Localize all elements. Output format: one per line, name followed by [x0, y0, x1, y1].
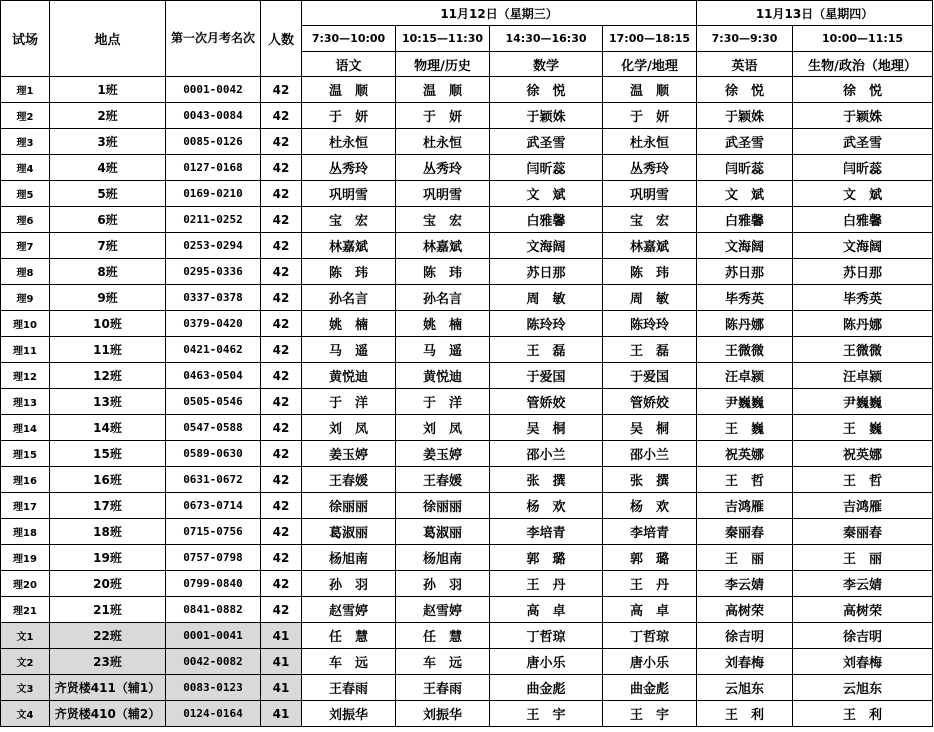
place-cell: 13班	[50, 389, 166, 415]
place-cell: 5班	[50, 181, 166, 207]
count-cell: 42	[261, 181, 302, 207]
proctor-cell: 陈丹娜	[793, 311, 933, 337]
table-row	[1, 545, 933, 571]
header-rank: 第一次月考名次	[166, 1, 261, 77]
proctor-cell: 孙名言	[302, 285, 396, 311]
place-cell: 1班	[50, 77, 166, 103]
proctor-cell: 车 远	[302, 649, 396, 675]
count-cell: 42	[261, 441, 302, 467]
proctor-cell: 宝 宏	[302, 207, 396, 233]
proctor-cell: 杨旭南	[302, 545, 396, 571]
proctor-cell: 林嘉斌	[396, 233, 490, 259]
count-cell: 42	[261, 77, 302, 103]
proctor-cell: 王 利	[793, 701, 933, 727]
room-cell: 文1	[1, 623, 50, 649]
subject-label: 物理/历史	[396, 52, 490, 77]
room-cell: 理7	[1, 233, 50, 259]
proctor-cell: 巩明雪	[302, 181, 396, 207]
proctor-cell: 吉鸿雁	[793, 493, 933, 519]
proctor-cell: 于 妍	[302, 103, 396, 129]
proctor-cell: 姚 楠	[396, 311, 490, 337]
proctor-cell: 于 妍	[603, 103, 697, 129]
proctor-cell: 陈玲玲	[603, 311, 697, 337]
proctor-cell: 唐小乐	[490, 649, 603, 675]
proctor-cell: 张 撰	[603, 467, 697, 493]
table-row	[1, 415, 933, 441]
table-row	[1, 337, 933, 363]
proctor-cell: 高 卓	[603, 597, 697, 623]
proctor-cell: 丁哲琼	[603, 623, 697, 649]
place-cell: 14班	[50, 415, 166, 441]
proctor-cell: 刘 凤	[302, 415, 396, 441]
count-cell: 41	[261, 675, 302, 701]
proctor-cell: 王 磊	[490, 337, 603, 363]
proctor-cell: 宝 宏	[396, 207, 490, 233]
proctor-cell: 陈 玮	[302, 259, 396, 285]
proctor-cell: 闫昕蕊	[793, 155, 933, 181]
time-slot: 17:00—18:15	[603, 26, 697, 52]
time-slot: 7:30—10:00	[302, 26, 396, 52]
proctor-cell: 唐小乐	[603, 649, 697, 675]
place-cell: 2班	[50, 103, 166, 129]
rank-cell: 0085-0126	[166, 129, 261, 155]
proctor-cell: 杜永恒	[396, 129, 490, 155]
proctor-cell: 王 丹	[490, 571, 603, 597]
table-row	[1, 493, 933, 519]
room-cell: 理10	[1, 311, 50, 337]
count-cell: 42	[261, 363, 302, 389]
rank-cell: 0421-0462	[166, 337, 261, 363]
proctor-cell: 于颖姝	[490, 103, 603, 129]
proctor-cell: 温 顺	[302, 77, 396, 103]
proctor-cell: 王 巍	[793, 415, 933, 441]
rank-cell: 0124-0164	[166, 701, 261, 727]
room-cell: 文4	[1, 701, 50, 727]
room-cell: 理4	[1, 155, 50, 181]
rank-cell: 0169-0210	[166, 181, 261, 207]
count-cell: 42	[261, 467, 302, 493]
place-cell: 23班	[50, 649, 166, 675]
count-cell: 42	[261, 545, 302, 571]
place-cell: 齐贤楼411（辅1）	[50, 675, 166, 701]
proctor-cell: 车 远	[396, 649, 490, 675]
proctor-cell: 杨 欢	[603, 493, 697, 519]
header-room: 试场	[1, 1, 50, 77]
proctor-cell: 苏日那	[490, 259, 603, 285]
place-cell: 20班	[50, 571, 166, 597]
proctor-cell: 周 敏	[603, 285, 697, 311]
proctor-cell: 王春媛	[396, 467, 490, 493]
proctor-cell: 刘振华	[302, 701, 396, 727]
table-row	[1, 311, 933, 337]
proctor-cell: 刘春梅	[697, 649, 793, 675]
place-cell: 8班	[50, 259, 166, 285]
proctor-cell: 姜玉婷	[396, 441, 490, 467]
proctor-cell: 葛淑丽	[302, 519, 396, 545]
proctor-cell: 毕秀英	[793, 285, 933, 311]
proctor-cell: 云旭东	[793, 675, 933, 701]
room-cell: 理12	[1, 363, 50, 389]
proctor-cell: 杨旭南	[396, 545, 490, 571]
proctor-cell: 赵雪婷	[302, 597, 396, 623]
proctor-cell: 于 洋	[396, 389, 490, 415]
rank-cell: 0673-0714	[166, 493, 261, 519]
proctor-cell: 郭 璐	[490, 545, 603, 571]
proctor-cell: 温 顺	[603, 77, 697, 103]
proctor-cell: 郭 璐	[603, 545, 697, 571]
room-cell: 理15	[1, 441, 50, 467]
count-cell: 42	[261, 415, 302, 441]
subject-label: 英语	[697, 52, 793, 77]
proctor-cell: 吴 桐	[603, 415, 697, 441]
table-row	[1, 519, 933, 545]
place-cell: 10班	[50, 311, 166, 337]
proctor-cell: 徐丽丽	[396, 493, 490, 519]
proctor-cell: 王春雨	[302, 675, 396, 701]
count-cell: 42	[261, 311, 302, 337]
proctor-cell: 徐 悦	[793, 77, 933, 103]
header-place: 地点	[50, 1, 166, 77]
rank-cell: 0211-0252	[166, 207, 261, 233]
count-cell: 42	[261, 597, 302, 623]
count-cell: 42	[261, 337, 302, 363]
rank-cell: 0042-0082	[166, 649, 261, 675]
place-cell: 齐贤楼410（辅2）	[50, 701, 166, 727]
proctor-cell: 祝英娜	[697, 441, 793, 467]
rank-cell: 0083-0123	[166, 675, 261, 701]
table-row	[1, 571, 933, 597]
proctor-cell: 高树荣	[697, 597, 793, 623]
proctor-cell: 文海阔	[793, 233, 933, 259]
place-cell: 3班	[50, 129, 166, 155]
proctor-cell: 文海阔	[490, 233, 603, 259]
proctor-cell: 李培青	[603, 519, 697, 545]
count-cell: 42	[261, 259, 302, 285]
rank-cell: 0841-0882	[166, 597, 261, 623]
proctor-cell: 马 遥	[302, 337, 396, 363]
rank-cell: 0253-0294	[166, 233, 261, 259]
proctor-cell: 宝 宏	[603, 207, 697, 233]
room-cell: 理2	[1, 103, 50, 129]
proctor-cell: 李培青	[490, 519, 603, 545]
count-cell: 42	[261, 389, 302, 415]
rank-cell: 0001-0041	[166, 623, 261, 649]
proctor-cell: 王微微	[697, 337, 793, 363]
proctor-cell: 林嘉斌	[302, 233, 396, 259]
proctor-cell: 林嘉斌	[603, 233, 697, 259]
proctor-cell: 武圣雪	[490, 129, 603, 155]
place-cell: 7班	[50, 233, 166, 259]
room-cell: 理19	[1, 545, 50, 571]
place-cell: 19班	[50, 545, 166, 571]
room-cell: 文3	[1, 675, 50, 701]
proctor-cell: 孙名言	[396, 285, 490, 311]
proctor-cell: 毕秀英	[697, 285, 793, 311]
proctor-cell: 文 斌	[490, 181, 603, 207]
count-cell: 42	[261, 103, 302, 129]
rank-cell: 0379-0420	[166, 311, 261, 337]
proctor-cell: 孙 羽	[302, 571, 396, 597]
count-cell: 42	[261, 285, 302, 311]
time-slot: 14:30—16:30	[490, 26, 603, 52]
table-row	[1, 597, 933, 623]
proctor-cell: 武圣雪	[697, 129, 793, 155]
subject-label: 语文	[302, 52, 396, 77]
subject-label: 数学	[490, 52, 603, 77]
place-cell: 12班	[50, 363, 166, 389]
proctor-cell: 白雅馨	[793, 207, 933, 233]
proctor-cell: 赵雪婷	[396, 597, 490, 623]
room-cell: 理6	[1, 207, 50, 233]
proctor-cell: 徐丽丽	[302, 493, 396, 519]
time-slot: 7:30—9:30	[697, 26, 793, 52]
proctor-cell: 王 丹	[603, 571, 697, 597]
proctor-cell: 汪卓颍	[793, 363, 933, 389]
table-row	[1, 77, 933, 103]
proctor-cell: 张 撰	[490, 467, 603, 493]
proctor-cell: 巩明雪	[603, 181, 697, 207]
proctor-cell: 于 洋	[302, 389, 396, 415]
rank-cell: 0463-0504	[166, 363, 261, 389]
rank-cell: 0757-0798	[166, 545, 261, 571]
rank-cell: 0001-0042	[166, 77, 261, 103]
proctor-cell: 闫昕蕊	[490, 155, 603, 181]
header-day2: 11月13日（星期四）	[697, 1, 933, 26]
proctor-cell: 黄悦迪	[396, 363, 490, 389]
room-cell: 理3	[1, 129, 50, 155]
proctor-cell: 杜永恒	[603, 129, 697, 155]
proctor-cell: 周 敏	[490, 285, 603, 311]
proctor-cell: 刘春梅	[793, 649, 933, 675]
proctor-cell: 白雅馨	[490, 207, 603, 233]
proctor-cell: 陈 玮	[396, 259, 490, 285]
table-row	[1, 207, 933, 233]
table-row	[1, 363, 933, 389]
count-cell: 42	[261, 493, 302, 519]
place-cell: 4班	[50, 155, 166, 181]
proctor-cell: 秦丽春	[793, 519, 933, 545]
rank-cell: 0547-0588	[166, 415, 261, 441]
proctor-cell: 吴 桐	[490, 415, 603, 441]
proctor-cell: 白雅馨	[697, 207, 793, 233]
proctor-cell: 管娇姣	[603, 389, 697, 415]
subject-label: 化学/地理	[603, 52, 697, 77]
table-row	[1, 675, 933, 701]
proctor-cell: 马 遥	[396, 337, 490, 363]
proctor-cell: 徐 悦	[490, 77, 603, 103]
room-cell: 文2	[1, 649, 50, 675]
proctor-cell: 丁哲琼	[490, 623, 603, 649]
place-cell: 6班	[50, 207, 166, 233]
rank-cell: 0127-0168	[166, 155, 261, 181]
room-cell: 理20	[1, 571, 50, 597]
header-day1: 11月12日（星期三）	[302, 1, 697, 26]
proctor-cell: 陈玲玲	[490, 311, 603, 337]
room-cell: 理13	[1, 389, 50, 415]
proctor-cell: 尹巍巍	[793, 389, 933, 415]
room-cell: 理11	[1, 337, 50, 363]
proctor-cell: 姚 楠	[302, 311, 396, 337]
proctor-cell: 王 丽	[793, 545, 933, 571]
proctor-cell: 徐 悦	[697, 77, 793, 103]
table-row	[1, 389, 933, 415]
proctor-cell: 王 利	[697, 701, 793, 727]
time-slot: 10:15—11:30	[396, 26, 490, 52]
proctor-cell: 祝英娜	[793, 441, 933, 467]
proctor-cell: 王微微	[793, 337, 933, 363]
time-slot: 10:00—11:15	[793, 26, 933, 52]
room-cell: 理21	[1, 597, 50, 623]
proctor-cell: 黄悦迪	[302, 363, 396, 389]
rank-cell: 0631-0672	[166, 467, 261, 493]
proctor-cell: 丛秀玲	[302, 155, 396, 181]
place-cell: 15班	[50, 441, 166, 467]
rank-cell: 0799-0840	[166, 571, 261, 597]
proctor-cell: 姜玉婷	[302, 441, 396, 467]
rank-cell: 0505-0546	[166, 389, 261, 415]
table-row	[1, 285, 933, 311]
proctor-cell: 李云婧	[793, 571, 933, 597]
proctor-cell: 巩明雪	[396, 181, 490, 207]
rank-cell: 0589-0630	[166, 441, 261, 467]
proctor-cell: 刘 凤	[396, 415, 490, 441]
proctor-cell: 于爱国	[490, 363, 603, 389]
proctor-cell: 高树荣	[793, 597, 933, 623]
proctor-cell: 吉鸿雁	[697, 493, 793, 519]
proctor-cell: 苏日那	[793, 259, 933, 285]
count-cell: 42	[261, 129, 302, 155]
proctor-cell: 邵小兰	[490, 441, 603, 467]
rank-cell: 0715-0756	[166, 519, 261, 545]
proctor-cell: 文 斌	[697, 181, 793, 207]
table-row	[1, 233, 933, 259]
proctor-cell: 王春雨	[396, 675, 490, 701]
proctor-cell: 云旭东	[697, 675, 793, 701]
proctor-cell: 王 宇	[490, 701, 603, 727]
proctor-cell: 管娇姣	[490, 389, 603, 415]
proctor-cell: 王 哲	[793, 467, 933, 493]
count-cell: 41	[261, 701, 302, 727]
place-cell: 16班	[50, 467, 166, 493]
proctor-cell: 汪卓颍	[697, 363, 793, 389]
proctor-cell: 文 斌	[793, 181, 933, 207]
proctor-cell: 葛淑丽	[396, 519, 490, 545]
room-cell: 理14	[1, 415, 50, 441]
proctor-cell: 丛秀玲	[603, 155, 697, 181]
place-cell: 18班	[50, 519, 166, 545]
proctor-cell: 王 磊	[603, 337, 697, 363]
proctor-cell: 于颖姝	[697, 103, 793, 129]
table-row	[1, 467, 933, 493]
proctor-cell: 尹巍巍	[697, 389, 793, 415]
count-cell: 42	[261, 571, 302, 597]
proctor-cell: 孙 羽	[396, 571, 490, 597]
rank-cell: 0295-0336	[166, 259, 261, 285]
subject-label: 生物/政治（地理）	[793, 52, 933, 77]
proctor-cell: 于爱国	[603, 363, 697, 389]
proctor-cell: 杜永恒	[302, 129, 396, 155]
place-cell: 21班	[50, 597, 166, 623]
table-row	[1, 441, 933, 467]
room-cell: 理1	[1, 77, 50, 103]
proctor-cell: 于 妍	[396, 103, 490, 129]
proctor-cell: 王 丽	[697, 545, 793, 571]
proctor-cell: 王 哲	[697, 467, 793, 493]
proctor-cell: 陈丹娜	[697, 311, 793, 337]
proctor-cell: 杨 欢	[490, 493, 603, 519]
proctor-cell: 于颖姝	[793, 103, 933, 129]
count-cell: 41	[261, 649, 302, 675]
place-cell: 22班	[50, 623, 166, 649]
proctor-cell: 闫昕蕊	[697, 155, 793, 181]
count-cell: 42	[261, 207, 302, 233]
table-row	[1, 103, 933, 129]
room-cell: 理16	[1, 467, 50, 493]
table-row	[1, 649, 933, 675]
proctor-cell: 王 宇	[603, 701, 697, 727]
place-cell: 17班	[50, 493, 166, 519]
proctor-cell: 文海阔	[697, 233, 793, 259]
schedule-body	[1, 77, 933, 727]
count-cell: 41	[261, 623, 302, 649]
place-cell: 9班	[50, 285, 166, 311]
place-cell: 11班	[50, 337, 166, 363]
room-cell: 理18	[1, 519, 50, 545]
proctor-cell: 武圣雪	[793, 129, 933, 155]
proctor-cell: 刘振华	[396, 701, 490, 727]
proctor-cell: 任 慧	[396, 623, 490, 649]
table-row	[1, 155, 933, 181]
count-cell: 42	[261, 233, 302, 259]
proctor-cell: 任 慧	[302, 623, 396, 649]
room-cell: 理8	[1, 259, 50, 285]
proctor-cell: 秦丽春	[697, 519, 793, 545]
room-cell: 理9	[1, 285, 50, 311]
table-row	[1, 181, 933, 207]
proctor-cell: 丛秀玲	[396, 155, 490, 181]
room-cell: 理17	[1, 493, 50, 519]
proctor-cell: 王春媛	[302, 467, 396, 493]
table-row	[1, 623, 933, 649]
header-count: 人数	[261, 1, 302, 77]
rank-cell: 0043-0084	[166, 103, 261, 129]
rank-cell: 0337-0378	[166, 285, 261, 311]
table-row	[1, 701, 933, 727]
proctor-cell: 曲金彪	[603, 675, 697, 701]
proctor-cell: 徐吉明	[697, 623, 793, 649]
proctor-cell: 温 顺	[396, 77, 490, 103]
table-row	[1, 259, 933, 285]
proctor-cell: 陈 玮	[603, 259, 697, 285]
count-cell: 42	[261, 519, 302, 545]
proctor-cell: 高 卓	[490, 597, 603, 623]
room-cell: 理5	[1, 181, 50, 207]
proctor-cell: 王 巍	[697, 415, 793, 441]
table-row	[1, 129, 933, 155]
proctor-cell: 李云婧	[697, 571, 793, 597]
count-cell: 42	[261, 155, 302, 181]
proctor-cell: 苏日那	[697, 259, 793, 285]
proctor-cell: 邵小兰	[603, 441, 697, 467]
proctor-cell: 曲金彪	[490, 675, 603, 701]
proctor-cell: 徐吉明	[793, 623, 933, 649]
